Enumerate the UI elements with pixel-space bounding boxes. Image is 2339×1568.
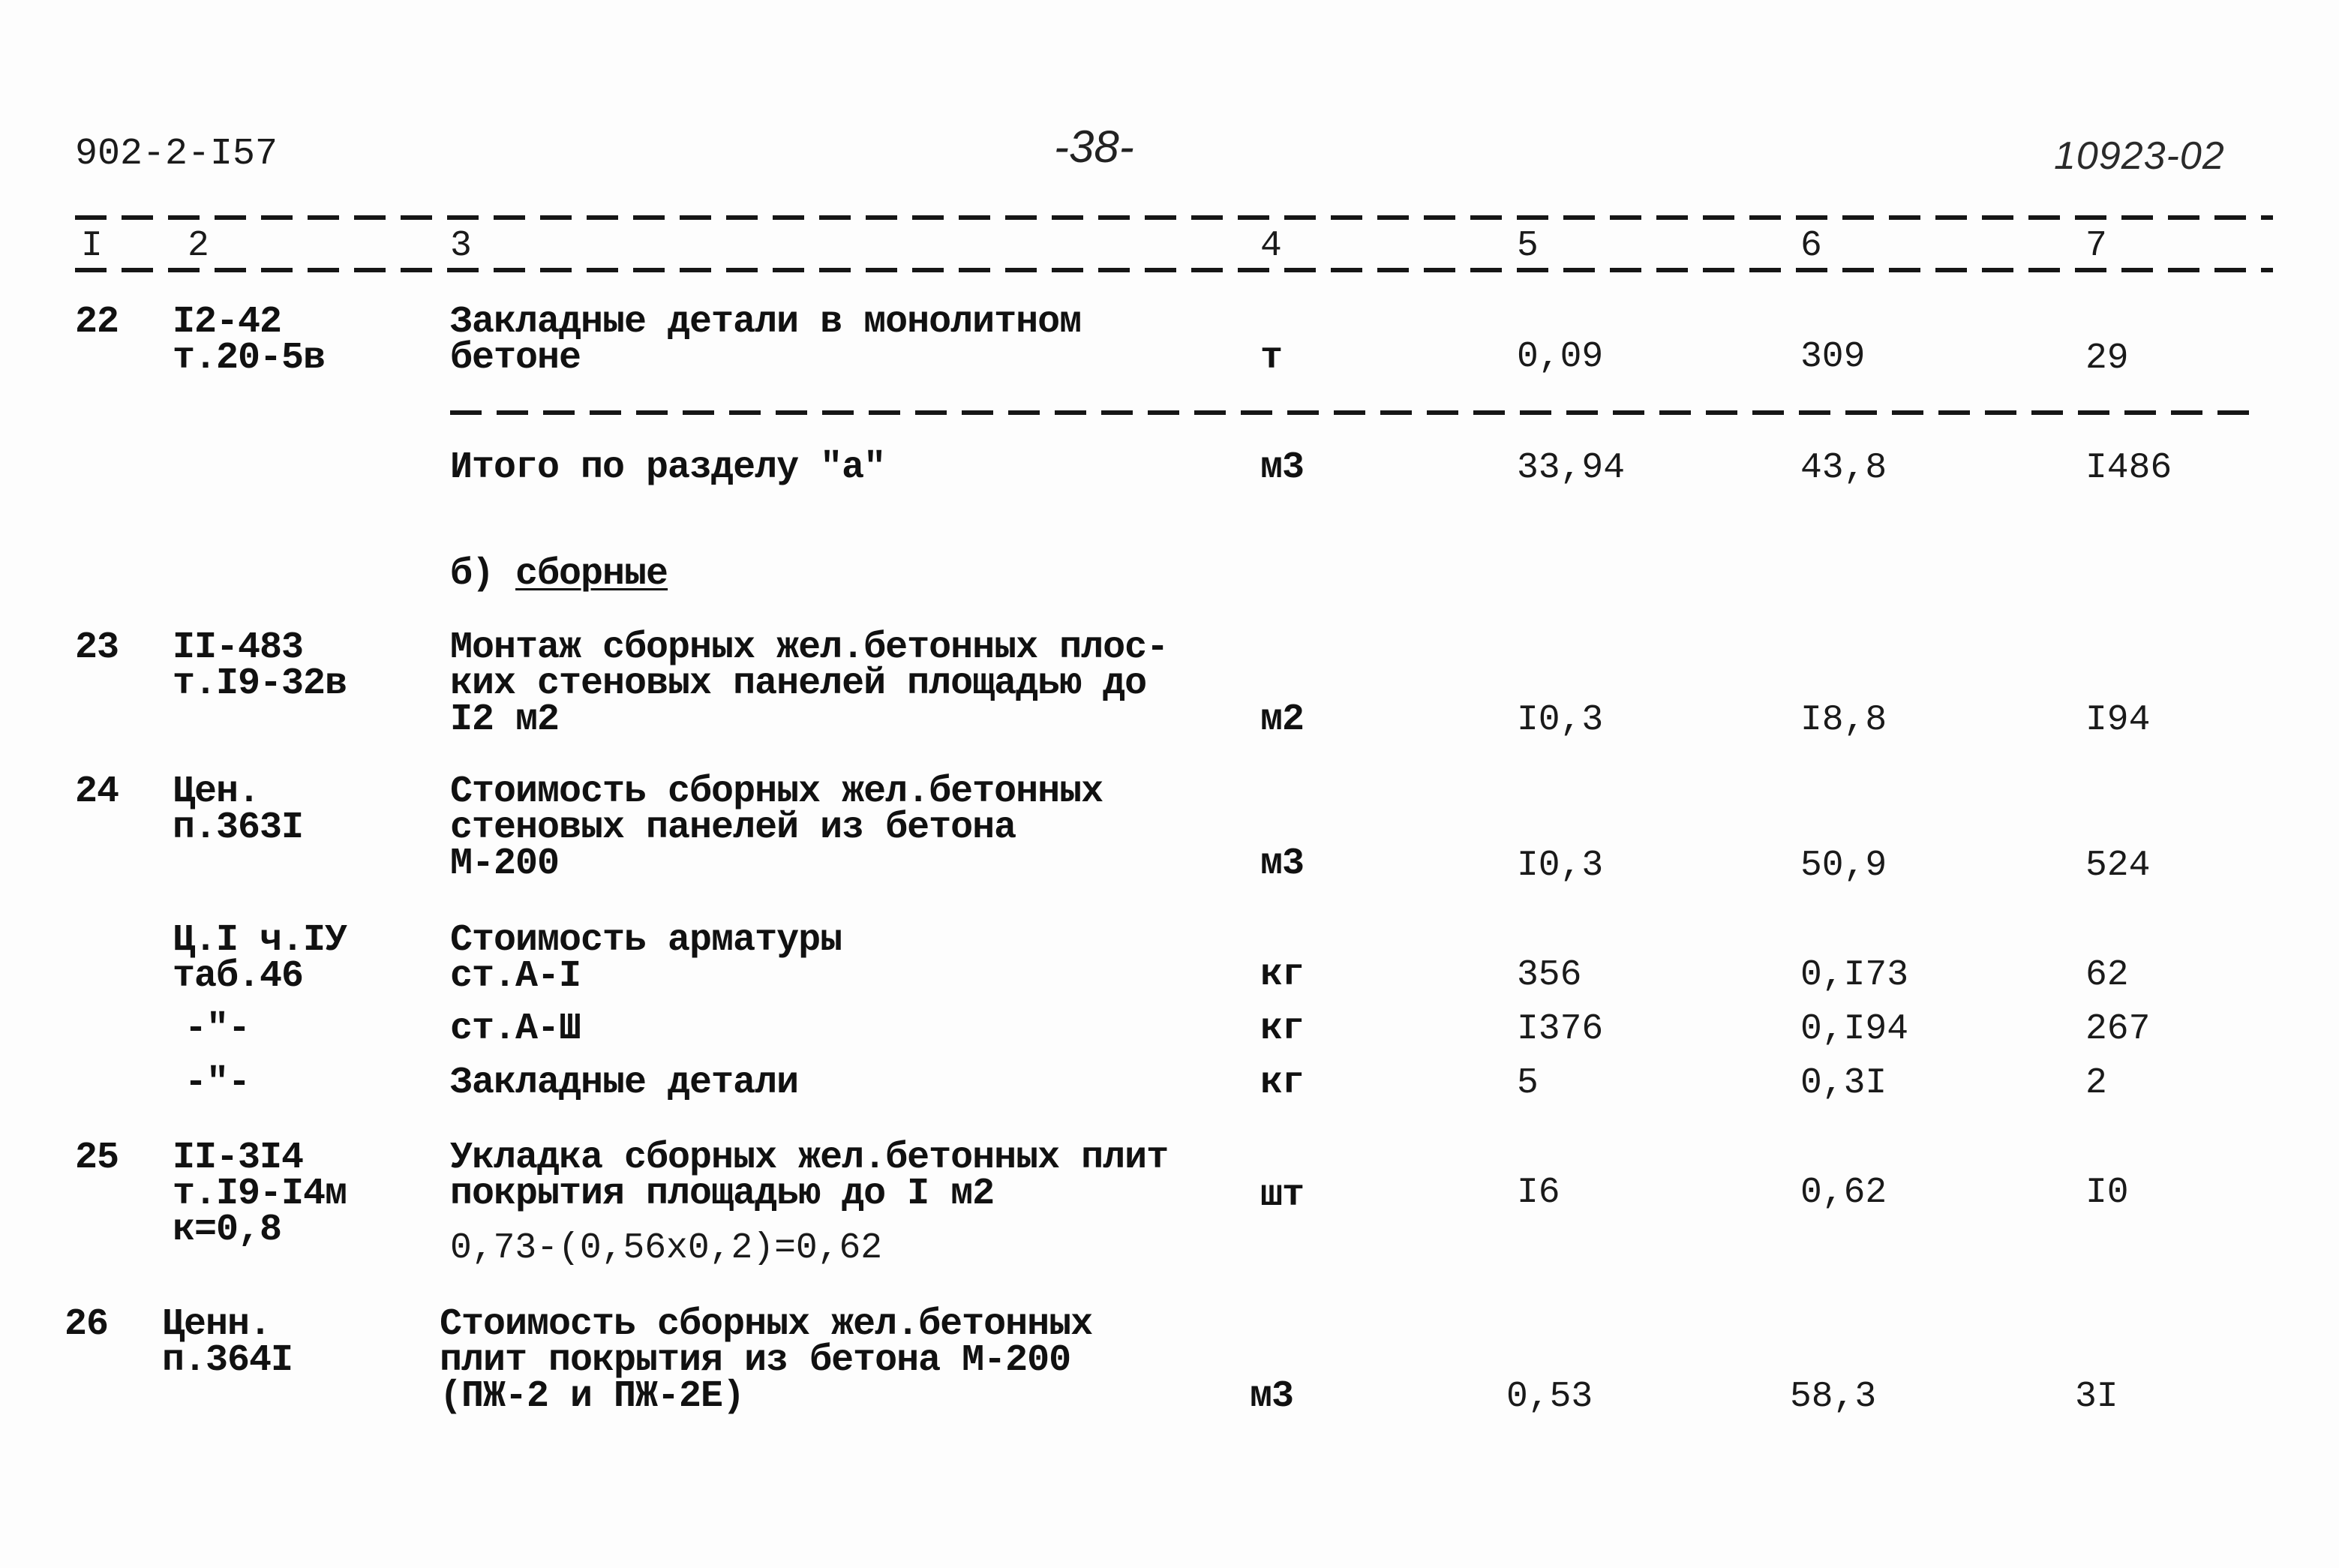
column-number: 6 [1800, 226, 1822, 266]
quantity-cell: 0,53 [1506, 1377, 1593, 1417]
unit-cell: м2 [1260, 698, 1305, 741]
unit-price-cell: 50,9 [1800, 846, 1887, 886]
work-description-line: Закладные детали в монолитном [450, 301, 1082, 344]
work-description-line: Стоимость арматуры [450, 919, 842, 962]
page-number: -38- [1054, 122, 1134, 172]
work-description-line: М-200 [450, 843, 560, 885]
column-number: 4 [1260, 226, 1282, 266]
work-description-line: (ПЖ-2 и ПЖ-2Е) [440, 1375, 745, 1418]
item-number: 26 [65, 1303, 109, 1346]
calculation-formula: 0,73-(0,56х0,2)=0,62 [450, 1228, 883, 1269]
work-description [450, 919, 842, 998]
unit-cell: м3 [1260, 843, 1305, 885]
total-cost-cell: 2 [2085, 1063, 2107, 1104]
total-cost-cell: 3I [2075, 1377, 2118, 1417]
work-description-line: Укладка сборных жел.бетонных плит [450, 1137, 1169, 1179]
work-description-line: плит покрытия из бетона М-200 [440, 1339, 1071, 1382]
subtotal-label: Итого по разделу "а" [450, 446, 886, 489]
work-description-line: Стоимость сборных жел.бетонных [450, 770, 1103, 813]
total-cost-cell: I94 [2085, 700, 2151, 740]
norm-reference-line: т.I9-32в [173, 662, 347, 705]
norm-reference-line: т.20-5в [173, 337, 326, 380]
document-code: 902-2-I57 [75, 133, 278, 176]
item-number: 25 [75, 1137, 119, 1179]
item-number: 24 [75, 770, 119, 813]
norm-reference-line: II-483 [173, 626, 304, 669]
item-number: 22 [75, 301, 119, 344]
ditto-mark: -"- [185, 1062, 251, 1104]
column-number: 5 [1517, 226, 1539, 266]
work-description [450, 626, 1169, 741]
quantity-cell: 5 [1517, 1063, 1539, 1104]
work-description-line: I2 м2 [450, 698, 560, 741]
quantity-cell: 356 [1517, 955, 1582, 996]
unit-price-cell: 43,8 [1800, 448, 1887, 488]
dashed-rule [75, 215, 2273, 220]
work-description-line: Стоимость сборных жел.бетонных [440, 1303, 1093, 1346]
column-number: I [81, 226, 103, 266]
section-title [450, 553, 668, 596]
norm-reference-line: Цен. [173, 770, 260, 813]
total-cost-cell: 29 [2085, 338, 2129, 379]
work-description-line: стеновых панелей из бетона [450, 807, 1016, 849]
work-description-line: ст.А-I [450, 955, 581, 998]
unit-price-cell: I8,8 [1800, 700, 1887, 740]
column-header-row [0, 228, 2339, 264]
unit-cell: кг [1260, 1062, 1305, 1104]
unit-price-cell: 309 [1800, 337, 1866, 377]
quantity-cell: 0,09 [1517, 337, 1604, 377]
unit-price-cell: 0,62 [1800, 1173, 1887, 1213]
work-description [450, 770, 1103, 885]
unit-cell: т [1260, 337, 1283, 380]
work-description-line: Монтаж сборных жел.бетонных плос- [450, 626, 1169, 669]
norm-reference [173, 1137, 347, 1251]
norm-reference [173, 301, 326, 380]
norm-reference-line: к=0,8 [173, 1209, 282, 1251]
unit-cell: м3 [1250, 1375, 1294, 1418]
unit-price-cell: 58,3 [1790, 1377, 1877, 1417]
norm-reference [173, 770, 304, 849]
norm-reference-line: I2-42 [173, 301, 282, 344]
quantity-cell: 33,94 [1517, 448, 1626, 488]
dashed-rule [75, 268, 2273, 272]
column-number: 7 [2085, 226, 2107, 266]
unit-cell: кг [1260, 954, 1305, 996]
total-cost-cell: I0 [2085, 1173, 2129, 1213]
unit-price-cell: 0,3I [1800, 1063, 1887, 1104]
norm-reference [173, 919, 347, 998]
work-description-line: покрытия площадью до I м2 [450, 1173, 995, 1215]
section-name: сборные [515, 553, 668, 596]
dashed-rule [450, 410, 2258, 415]
item-number: 23 [75, 626, 119, 669]
column-number: 2 [188, 226, 209, 266]
quantity-cell: I0,3 [1517, 700, 1604, 740]
total-cost-cell: 267 [2085, 1009, 2151, 1050]
norm-reference-line: т.I9-I4м [173, 1173, 347, 1215]
total-cost-cell: I486 [2085, 448, 2172, 488]
norm-reference-line: II-3I4 [173, 1137, 304, 1179]
work-description [440, 1303, 1093, 1418]
unit-cell: шт [1260, 1174, 1305, 1217]
unit-cell: кг [1260, 1008, 1305, 1050]
norm-reference-line: Ц.I ч.IУ [173, 919, 347, 962]
quantity-cell: I376 [1517, 1009, 1604, 1050]
norm-reference-line: Ценн. [162, 1303, 272, 1346]
work-description-line: ких стеновых панелей площадью до [450, 662, 1147, 705]
unit-cell: м3 [1260, 446, 1305, 489]
unit-price-cell: 0,I94 [1800, 1009, 1909, 1050]
sheet-code: 10923-02 [2054, 134, 2225, 178]
section-prefix: б) [450, 553, 494, 596]
norm-reference [162, 1303, 293, 1382]
work-description-line: Закладные детали [450, 1062, 799, 1104]
column-number: 3 [450, 226, 472, 266]
norm-reference-line: п.364I [162, 1339, 293, 1382]
ditto-mark: -"- [185, 1008, 251, 1050]
work-description [450, 301, 1082, 380]
unit-price-cell: 0,I73 [1800, 955, 1909, 996]
norm-reference [173, 626, 347, 705]
total-cost-cell: 524 [2085, 846, 2151, 886]
work-description-line: ст.А-Ш [450, 1008, 581, 1050]
total-cost-cell: 62 [2085, 955, 2129, 996]
norm-reference-line: таб.46 [173, 955, 304, 998]
quantity-cell: I6 [1517, 1173, 1560, 1213]
quantity-cell: I0,3 [1517, 846, 1604, 886]
work-description-line: бетоне [450, 337, 581, 380]
work-description [450, 1137, 1169, 1215]
norm-reference-line: п.363I [173, 807, 304, 849]
